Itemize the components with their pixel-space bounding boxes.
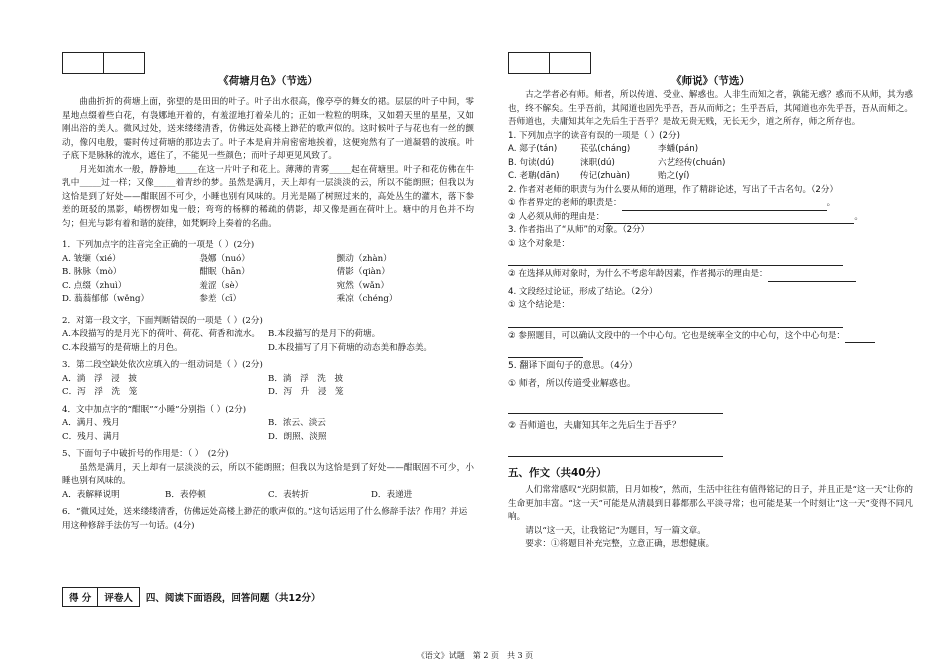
question-3-options (62, 373, 474, 400)
option: 贻之(yí) (658, 171, 690, 181)
option: 苌弘(cháng) (580, 144, 631, 154)
option: A．表解释说明 (62, 489, 120, 500)
question-5-a: ① 师者，所以传道受业解惑也。 (508, 378, 636, 389)
question-5-b: ② 吾师道也，夫庸知其年之先后生于吾乎？ (508, 421, 681, 431)
option: C. 点缀（zhuì） (62, 280, 127, 291)
option: 羞涩（sè） (199, 280, 244, 291)
question-4-options (62, 417, 474, 444)
answer-line[interactable] (508, 446, 723, 457)
essay-instruction: 请以“这一天，让我铭记”为题目，写一篇文章。 (525, 525, 706, 536)
option: 参差（cī） (199, 294, 242, 304)
question-3-a: ① 这个对象是： (508, 238, 570, 249)
option: B. 句读(dú) (508, 157, 555, 168)
section-4-title: 四、阅读下面语段，回答问题（共12分） (145, 593, 321, 604)
option: B.本段描写的是月下的荷塘。 (268, 329, 381, 339)
option: 袅娜（nuó） (199, 253, 250, 264)
question-4-stem: 4. 文段经过论证，形成了结论。（2分） (508, 286, 658, 297)
score-table (62, 587, 140, 607)
option: 倩影（qiàn） (336, 267, 390, 277)
question-1-stem: 1．下列加点字的注音完全正确的一项是（ ）(2分) (62, 240, 255, 250)
option: B．浓云、淡云 (268, 418, 326, 428)
option: A．淌 浮 浸 披 (62, 373, 137, 384)
option: 涞职(dú) (580, 157, 615, 168)
left-content (62, 96, 474, 533)
question-4-stem: 4．文中加点字的“酣眠”“小睡”分别指（ ）(2分) (62, 404, 247, 415)
option: D.本段描写了月下荷塘的动态美和静态美。 (268, 342, 433, 353)
option: B. 脉脉（mò） (62, 267, 122, 277)
answer-line[interactable] (508, 317, 843, 328)
answer-line[interactable] (845, 342, 875, 343)
score-label: 得 分 (63, 588, 98, 607)
option: 宛然（wǎn） (336, 280, 390, 291)
option: C．泻 浮 洗 笼 (62, 387, 138, 397)
answer-line[interactable] (508, 347, 583, 358)
option: 乘凉（chéng） (336, 294, 398, 304)
option: C.本段描写的是荷塘上的月色。 (62, 342, 183, 353)
question-4-b: ② 参照题目，可以确认文段中的一个中心句。它也是统率全文的中心句，这个中心句是： (508, 330, 913, 344)
right-content (508, 89, 913, 552)
passage-title-left: 《荷塘月色》（节选） (218, 75, 318, 87)
option: D. 蓊蓊郁郁（wěng） (62, 294, 150, 304)
question-2-stem: 2. 作者对老师的职责与为什么要从师的道理，作了精辟论述，写出了千古名句。（2分） (508, 184, 839, 195)
passage-paragraph-2: 月光如流水一般，静静地_____在这一片叶子和花上。薄薄的青雾_____起在荷塘里。叶子和花仿佛在牛乳中_____过一样；又像_____着青纱的梦。虽然是满月，天上却有一层淡淡的云，所以不能朗照；但我以为这恰是到了好处——酣眠固不可少，小睡也别有风味的。月光是隔了树照过来的，高处丛生的灌木，落下参差的斑驳的黑影，峭楞楞如鬼一般；弯弯的杨柳的稀疏的倩影，却又像是画在荷叶上。塘中的月色并不均匀；但光与影有着和谐的旋律，如梵婀玲上奏着的名曲。 (62, 164, 474, 229)
option: A.本段描写的是月光下的荷叶、荷花、荷香和流水。 (62, 329, 261, 339)
answer-line[interactable] (508, 255, 843, 266)
question-4-a: ① 这个结论是： (508, 300, 570, 310)
section-4-header (62, 587, 321, 607)
question-5-options (62, 489, 474, 503)
option: D．表递进 (371, 489, 413, 500)
option: D．泻 升 浸 笼 (268, 387, 344, 397)
option: D．朗照、淡照 (268, 431, 327, 442)
passage-paragraph: 古之学者必有师。师者，所以传道、受业、解惑也。人非生而知之者，孰能无惑？惑而不从师，其为惑也，终不解矣。生乎吾前，其闻道也固先乎吾，吾从而师之；生乎吾后，其闻道也亦先乎吾，吾从而师之。吾师道也，夫庸知其年之先后生于吾乎？是故无贵无贱，无长无少，道之所存，师之所存也。 (508, 90, 913, 127)
reviewer-label: 评卷人 (98, 588, 140, 607)
question-2-b: ② 人必须从师的理由是： 。 (508, 211, 913, 225)
question-1-options (508, 143, 913, 184)
score-box-left (62, 52, 145, 74)
essay-requirement: 要求：①将题目补充完整，立意正确，思想健康。 (525, 539, 715, 549)
passage-title-right: 《师说》（节选） (671, 75, 750, 87)
option: A．满月、残月 (62, 418, 120, 428)
question-1-options (62, 253, 474, 307)
option: 六艺经传(chuán) (658, 157, 726, 168)
section-5-title: 五、作文（共40分） (508, 466, 607, 479)
option: C. 老聃(dān) (508, 171, 560, 181)
question-2-stem: 2．对第一段文字，下面判断错误的一项是（ ）(2分) (62, 315, 263, 326)
option: A. 皱缬（xié） (62, 253, 121, 264)
option: C．残月、满月 (62, 431, 121, 442)
option: 传记(zhuàn) (580, 171, 631, 181)
question-1-stem: 1. 下列加点字的读音有误的一项是（ ）(2分) (508, 130, 680, 141)
option: A. 郯子(tán) (508, 144, 558, 154)
question-5-quote: 虽然是满月，天上却有一层淡淡的云，所以不能朗照；但我以为这恰是到了好处——酣眠固不可少，小睡也别有风味的。 (62, 462, 474, 486)
question-2-options (62, 328, 474, 355)
question-3-stem: 3. 作者指出了“从师”的对象。（2分） (508, 225, 650, 235)
passage-paragraph-1: 曲曲折折的荷塘上面，弥望的是田田的叶子。叶子出水很高，像亭亭的舞女的裙。层层的叶子中间，零星地点缀着些白花，有袅娜地开着的，有羞涩地打着朵儿的；正如一粒粒的明珠，又如碧天里的星星，又如刚出浴的美人。微风过处，送来缕缕清香，仿佛远处高楼上渺茫的歌声似的。这时候叶子与花也有一丝的颤动，像闪电般，霎时传过荷塘的那边去了。叶子本是肩并肩密密地挨着，这便宛然有了一道凝碧的波痕。叶子底下是脉脉的流水，遮住了，不能见一些颜色；而叶子却更见风致了。 (62, 97, 474, 161)
answer-line[interactable] (768, 281, 856, 282)
question-3-b: ② 在选择从师对象时，为什么不考虑年龄因素，作者揭示的理由是： (508, 268, 913, 282)
option: 酣眠（hān） (199, 267, 250, 277)
option: B．表停顿 (165, 489, 206, 500)
option: 颤动（zhàn） (336, 253, 392, 264)
answer-line[interactable] (508, 403, 723, 414)
question-6: 6．“微风过处，送来缕缕清香，仿佛远处高楼上渺茫的歌声似的。”这句话运用了什么修辞手法？作用？并运用这种修辞手法仿写一句话。(4分) (62, 507, 468, 531)
option: C．表转折 (268, 489, 309, 500)
essay-prompt: 人们常常感叹“光阴似箭，日月如梭”，然而，生活中往往有值得铭记的日子，并且正是“这一天”让你的生命更加丰富。“这一天”可能是从清晨到日暮都那么平淡寻常；也可能是某一个时刻让“这一天”变得不同凡响。 (508, 485, 913, 522)
question-5-stem: 5、下面句子中破折号的作用是：（ ） (2分) (62, 449, 229, 459)
option: 李蟠(pán) (658, 144, 699, 154)
question-3-stem: 3．第二段空缺处依次应填入的一组动词是（ ）(2分) (62, 360, 263, 370)
question-5-stem: 5. 翻译下面句子的意思。（4分） (508, 361, 638, 371)
option: B．淌 浮 洗 披 (268, 373, 344, 384)
question-2-a: ① 作者界定的老师的职责是： 。 (508, 197, 913, 211)
score-box-right (508, 52, 591, 74)
page-footer: 《语文》试题 第 2 页 共 3 页 (416, 651, 534, 660)
